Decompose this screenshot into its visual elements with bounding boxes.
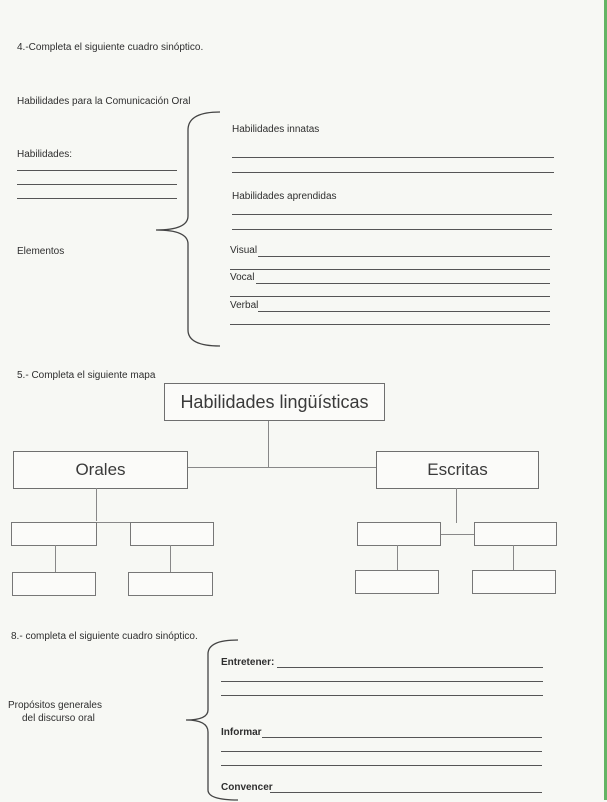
q8-convencer-label: Convencer xyxy=(221,782,273,793)
q4-visual-line-2[interactable] xyxy=(230,269,550,270)
q4-brace xyxy=(150,112,230,348)
q4-title: 4.-Completa el siguiente cuadro sinóptico. xyxy=(17,42,204,53)
q4-aprendidas-line-2[interactable] xyxy=(232,229,552,230)
q4-elementos-label: Elementos xyxy=(17,246,65,257)
orales-branch-connector xyxy=(96,522,130,523)
orales-box-1-connector xyxy=(55,545,56,572)
q4-innatas-label: Habilidades innatas xyxy=(232,124,320,135)
q4-aprendidas-line-1[interactable] xyxy=(232,214,552,215)
escritas-box-1-connector xyxy=(397,545,398,570)
q4-verbal-line-2[interactable] xyxy=(230,324,550,325)
orales-box-4[interactable] xyxy=(128,572,213,596)
escritas-box-2-connector xyxy=(513,545,514,570)
q8-informar-label: Informar xyxy=(221,727,262,738)
map-escritas-box: Escritas xyxy=(376,451,539,489)
q4-main-label: Habilidades para la Comunicación Oral xyxy=(17,96,191,107)
orales-box-3[interactable] xyxy=(12,572,96,596)
escritas-box-3[interactable] xyxy=(355,570,439,594)
q8-entretener-line-1[interactable] xyxy=(277,667,543,668)
q4-visual-label: Visual xyxy=(230,245,258,256)
escritas-down-connector xyxy=(456,488,457,523)
q5-title: 5.- Completa el siguiente mapa xyxy=(17,370,156,381)
q4-aprendidas-label: Habilidades aprendidas xyxy=(232,191,337,202)
q4-innatas-line-2[interactable] xyxy=(232,172,554,173)
map-root-connector xyxy=(268,421,269,467)
q4-vocal-line-1[interactable] xyxy=(256,283,550,284)
q8-informar-line-1[interactable] xyxy=(262,737,542,738)
q8-main-line-1: Propósitos generales xyxy=(8,700,102,711)
escritas-box-1[interactable] xyxy=(357,522,441,546)
q8-entretener-line-2[interactable] xyxy=(221,681,543,682)
q4-visual-line-1[interactable] xyxy=(258,256,550,257)
q4-vocal-line-2[interactable] xyxy=(230,296,550,297)
escritas-box-2[interactable] xyxy=(474,522,557,546)
orales-box-1[interactable] xyxy=(11,522,97,546)
q4-vocal-label: Vocal xyxy=(230,272,255,283)
map-root-box: Habilidades lingüísticas xyxy=(164,383,385,421)
orales-box-2[interactable] xyxy=(130,522,214,546)
map-horizontal-connector xyxy=(186,467,376,468)
q4-verbal-line-1[interactable] xyxy=(258,311,550,312)
escritas-branch-connector xyxy=(439,534,474,535)
map-orales-box: Orales xyxy=(13,451,188,489)
q8-informar-line-2[interactable] xyxy=(221,751,542,752)
q4-habilidades-label: Habilidades: xyxy=(17,149,73,160)
q4-verbal-label: Verbal xyxy=(230,300,259,311)
q8-informar-line-3[interactable] xyxy=(221,765,542,766)
q8-entretener-label: Entretener: xyxy=(221,657,275,668)
q8-convencer-line-1[interactable] xyxy=(270,792,542,793)
q8-main-line-2: del discurso oral xyxy=(22,713,95,724)
q8-entretener-line-3[interactable] xyxy=(221,695,543,696)
orales-down-connector xyxy=(96,488,97,521)
q4-innatas-line-1[interactable] xyxy=(232,157,554,158)
escritas-box-4[interactable] xyxy=(472,570,556,594)
orales-box-2-connector xyxy=(170,545,171,572)
q8-title: 8.- completa el siguiente cuadro sinóptico. xyxy=(11,631,198,642)
